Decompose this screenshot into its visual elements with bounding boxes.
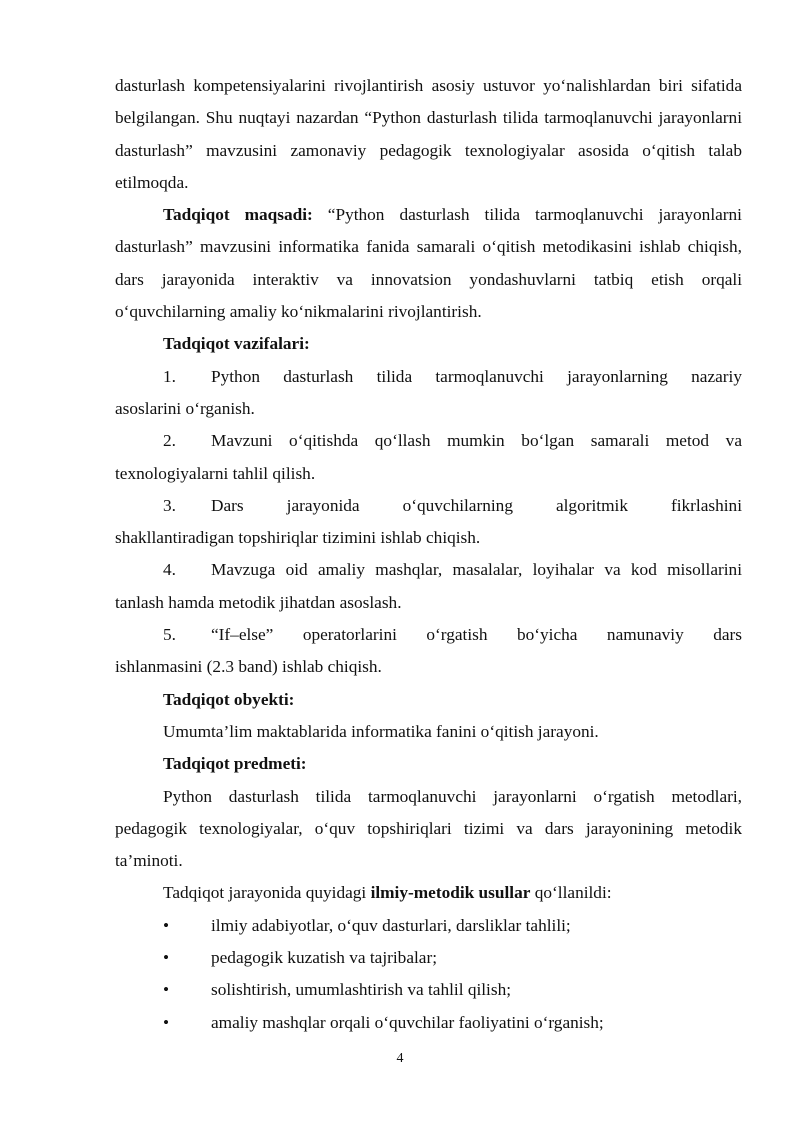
bullet-icon: • [163,980,170,1000]
intro-paragraph: dasturlash kompetensiyalarini rivojlantirish asosiy ustuvor yo‘nalishlardan biri sifatida belgilangan. Shu nuqtayi nazardan “Python dasturlash tilida tarmoqlanuvchi jarayonlarni dasturlash” mavzusini zamonaviy pedagogik texnologiyalar asosida o‘qitish talab etilmoqda. [115,76,742,192]
task-text-continuation: shakllantiradigan topshiriqlar tizimini ishlab chiqish. [115,528,481,548]
page-body [115,70,742,1039]
goal-text: “Python dasturlash tilida tarmoqlanuvchi jarayonlarni dasturlash” mavzusini informatika fanida samarali o‘qitish metodikasini ishlab chiqish, dars jarayonida interaktiv va innovatsion yondashuvlarni tatbiq etish orqali o‘quvchilarning amaliy ko‘nikmalarini rivojlantirish. [115,205,742,322]
method-text: ilmiy adabiyotlar, o‘quv dasturlari, darsliklar tahlili; [211,915,571,935]
object-text: Umumta’lim maktablarida informatika fanini o‘qitish jarayoni. [163,721,599,741]
methods-intro [115,877,742,909]
task-number: 1. [163,366,176,386]
page-number: 4 [396,1051,404,1066]
method-item-4 [115,1007,742,1039]
task-text-first-line: Python dasturlash tilida tarmoqlanuvchi jarayonlarning nazariy [211,366,742,386]
task-text-continuation: tanlash hamda metodik jihatdan asoslash. [115,592,402,612]
task-item-3 [115,490,742,555]
task-item-2 [115,425,742,490]
bullet-icon: • [163,948,170,968]
method-item-1 [115,910,742,942]
task-number: 5. [163,625,176,645]
bullet-icon: • [163,1012,170,1032]
task-number: 2. [163,431,176,451]
task-item-4 [115,554,742,619]
task-number: 3. [163,495,176,515]
methods-intro-before: Tadqiqot jarayonida quyidagi [163,883,371,903]
object-heading: Tadqiqot obyekti: [163,689,295,709]
methods-intro-after: qo‘llanildi: [530,883,612,903]
goal-label: Tadqiqot maqsadi: [163,205,313,225]
task-item-5 [115,619,742,684]
goal-paragraph [115,199,742,328]
subject-text: Python dasturlash tilida tarmoqlanuvchi jarayonlarni o‘rgatish metodlari, pedagogik texnologiyalar, o‘quv topshiriqlari tizimi va dars jarayonining metodik ta’minoti. [115,786,742,871]
tasks-heading: Tadqiqot vazifalari: [163,334,310,354]
method-item-3 [115,974,742,1006]
methods-intro-bold: ilmiy-metodik usullar [370,883,531,903]
task-text-continuation: ishlanmasini (2.3 band) ishlab chiqish. [115,657,382,677]
task-text-first-line: Dars jarayonida o‘quvchilarning algoritmik fikrlashini [211,495,742,515]
task-number: 4. [163,560,176,580]
task-text-continuation: asoslarini o‘rganish. [115,398,255,418]
method-text: amaliy mashqlar orqali o‘quvchilar faoliyatini o‘rganish; [211,1012,604,1032]
method-text: pedagogik kuzatish va tajribalar; [211,948,438,968]
task-text-first-line: Mavzuga oid amaliy mashqlar, masalalar, loyihalar va kod misollarini [211,560,742,580]
method-text: solishtirish, umumlashtirish va tahlil qilish; [211,980,512,1000]
task-item-1 [115,361,742,426]
bullet-icon: • [163,915,170,935]
task-text-continuation: texnologiyalarni tahlil qilish. [115,463,316,483]
method-item-2 [115,942,742,974]
task-text-first-line: “If–else” operatorlarini o‘rgatish bo‘yicha namunaviy dars [211,625,742,645]
task-text-first-line: Mavzuni o‘qitishda qo‘llash mumkin bo‘lgan samarali metod va [211,431,742,451]
subject-heading: Tadqiqot predmeti: [163,754,307,774]
